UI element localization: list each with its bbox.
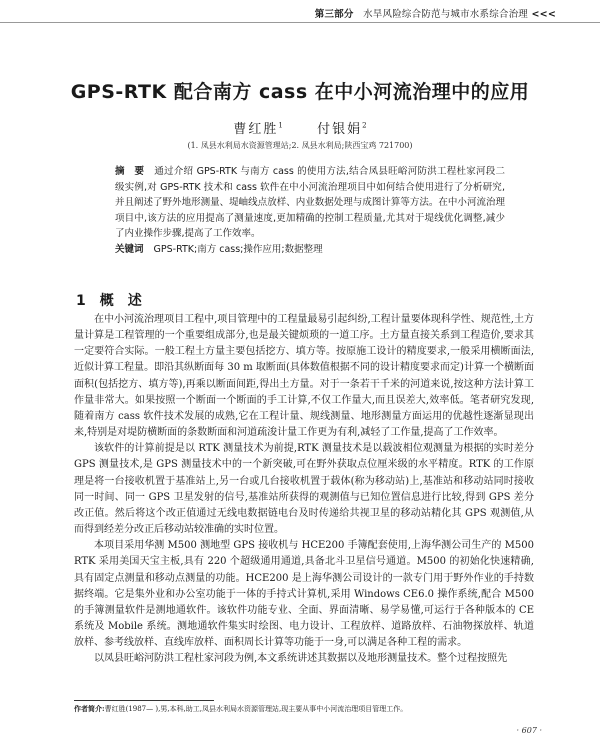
header-topic: 水旱风险综合防范与城市水系综合治理 <box>363 9 528 20</box>
author-line <box>0 118 600 137</box>
author-name: 付银娟 <box>317 122 363 137</box>
page-number: · 607 · <box>516 726 542 735</box>
author-name: 曹红胜 <box>233 122 279 137</box>
header-arrows: <<< <box>531 9 556 20</box>
body-paragraph: 该软件的计算前提是以 RTK 测量技术为前提,RTK 测量技术是以载波相位观测量为根据的实时差分 GPS 测量技术,是 GPS 测量技术中的一个新突破,可在野外获取点位厘米级的水平精度。RTK 的工作原理是将一台接收机置于基准站上,另一台或几台接收机置于载体(称为移动站)上,基准站和移动站同时接收同一时间、同一 GPS 卫星发射的信号,基准站所获得的观测值与已知位置信息进行比较,得到 GPS 差分改正值。然后将这个改正值通过无线电数据链电台及时传递给共视卫星的移动站精化其 GPS 观测值,从而得到经差分改正后移动站较准确的实时位置。 <box>74 443 534 536</box>
abstract-label: 摘 要 <box>115 166 145 177</box>
keywords-label: 关键词 <box>115 243 144 255</box>
author-affil-mark: 2 <box>362 121 367 130</box>
body-paragraph: 在中小河流治理项目工程中,项目管理中的工程量最易引起纠纷,工程计量要体现科学性、规范性,土方量计算是工程管理的一个重要组成部分,也是最关键烦琐的一道工序。土方量直接关系到工程造价,要求其一定要符合实际。一般工程土方量主要包括挖方、填方等。按原施工设计的精度要求,一般采用横断面法,近似计算工程量。即沿其纵断面每 30 m 取断面(具体数值根据不同的设计精度要求而定)计算一个横断面面积(包括挖方、填方等),再乘以断面间距,得出土方量。对于一条若干千米的河道来说,按这种方法计算工作量非常大。如果按照一个断面一个断面的手工计算,不仅工作量大,而且误差大,效率低。笔者研究发现,随着南方 cass 软件技术发展的成熟,它在工程计量、规线测量、地形测量方面运用的优越性逐渐显现出来,特别是对堤防横断面的条数断面和河道疏浚计量工作更为有利,减轻了工作量,提高了工作效率。 <box>74 314 534 439</box>
body-paragraph: 以凤县旺峪河防洪工程杜家河段为例,本文系统讲述其数据以及地形测量技术。整个过程按照先 <box>94 653 508 665</box>
section-title: 概 述 <box>99 293 142 309</box>
abstract-text: 通过介绍 GPS-RTK 与南方 cass 的使用方法,结合凤县旺峪河防洪工程杜家河段二级实例,对 GPS-RTK 技术和 cass 软件在中小河流治理项目中如何结合使用进行了分析研究,并且阐述了野外地形测量、堤岫线点放样、内业数据处理与成图计算等方法。在中小河流治理项目中,该方法的应用提高了测量速度,更加精确的控制工程质量,尤其对于堤线优化调整,减少了内业操作步骤,提高了工作效率。 <box>115 166 505 240</box>
footnote-text: 曹红胜(1987— ),男,本科,助工,凤县水利局水资源管理站,现主要从事中小河流治理项目管理工作。 <box>104 705 408 713</box>
header-text <box>315 6 556 20</box>
paper-title: GPS-RTK 配合南方 cass 在中小河流治理中的应用 <box>70 81 530 103</box>
header-part: 第三部分 <box>314 9 354 20</box>
footnote <box>74 704 544 714</box>
footnote-rule <box>74 700 214 701</box>
footnote-label: 作者简介: <box>74 704 105 713</box>
affiliation: (1. 凤县水利局水资源管理站;2. 凤县水利局;陕西宝鸡 721700) <box>187 141 413 150</box>
body-text <box>74 312 534 667</box>
section-number: 1 <box>76 293 86 309</box>
body-paragraph: 本项目采用华测 M500 测地型 GPS 接收机与 HCE200 手簿配套使用,上海华测公司生产的 M500 RTK 采用美国天宝主板,具有 220 个超级通用通道,具备北斗卫星信号通道。M500 的初始化快速精确,具有固定点测量和移动点测量的功能。HCE200 是上海华测公司设计的一款专门用于野外作业的手持数据终端。它是集外业和办公室功能于一体的手持式计算机,采用 Windows CE6.0 操作系统,配合 M500 的手簿测量软件是测地通软件。该软件功能专业、全面、界面清晰、易学易懂,可运行于各种版本的 CE 系统及 Mobile 系统。测地通软件集实时绘图、电力设计、工程放样、道路放样、石油物探放样、轨道放样、参考线放样、直线库放样、面积周长计算等功能于一身,可以满足各种工程的需求。 <box>74 540 534 649</box>
running-header <box>0 0 600 23</box>
keywords-text: GPS-RTK;南方 cass;操作应用;数据整理 <box>153 243 323 255</box>
author-affil-mark: 1 <box>278 121 283 130</box>
section-heading <box>76 290 142 310</box>
abstract-block <box>115 164 505 258</box>
